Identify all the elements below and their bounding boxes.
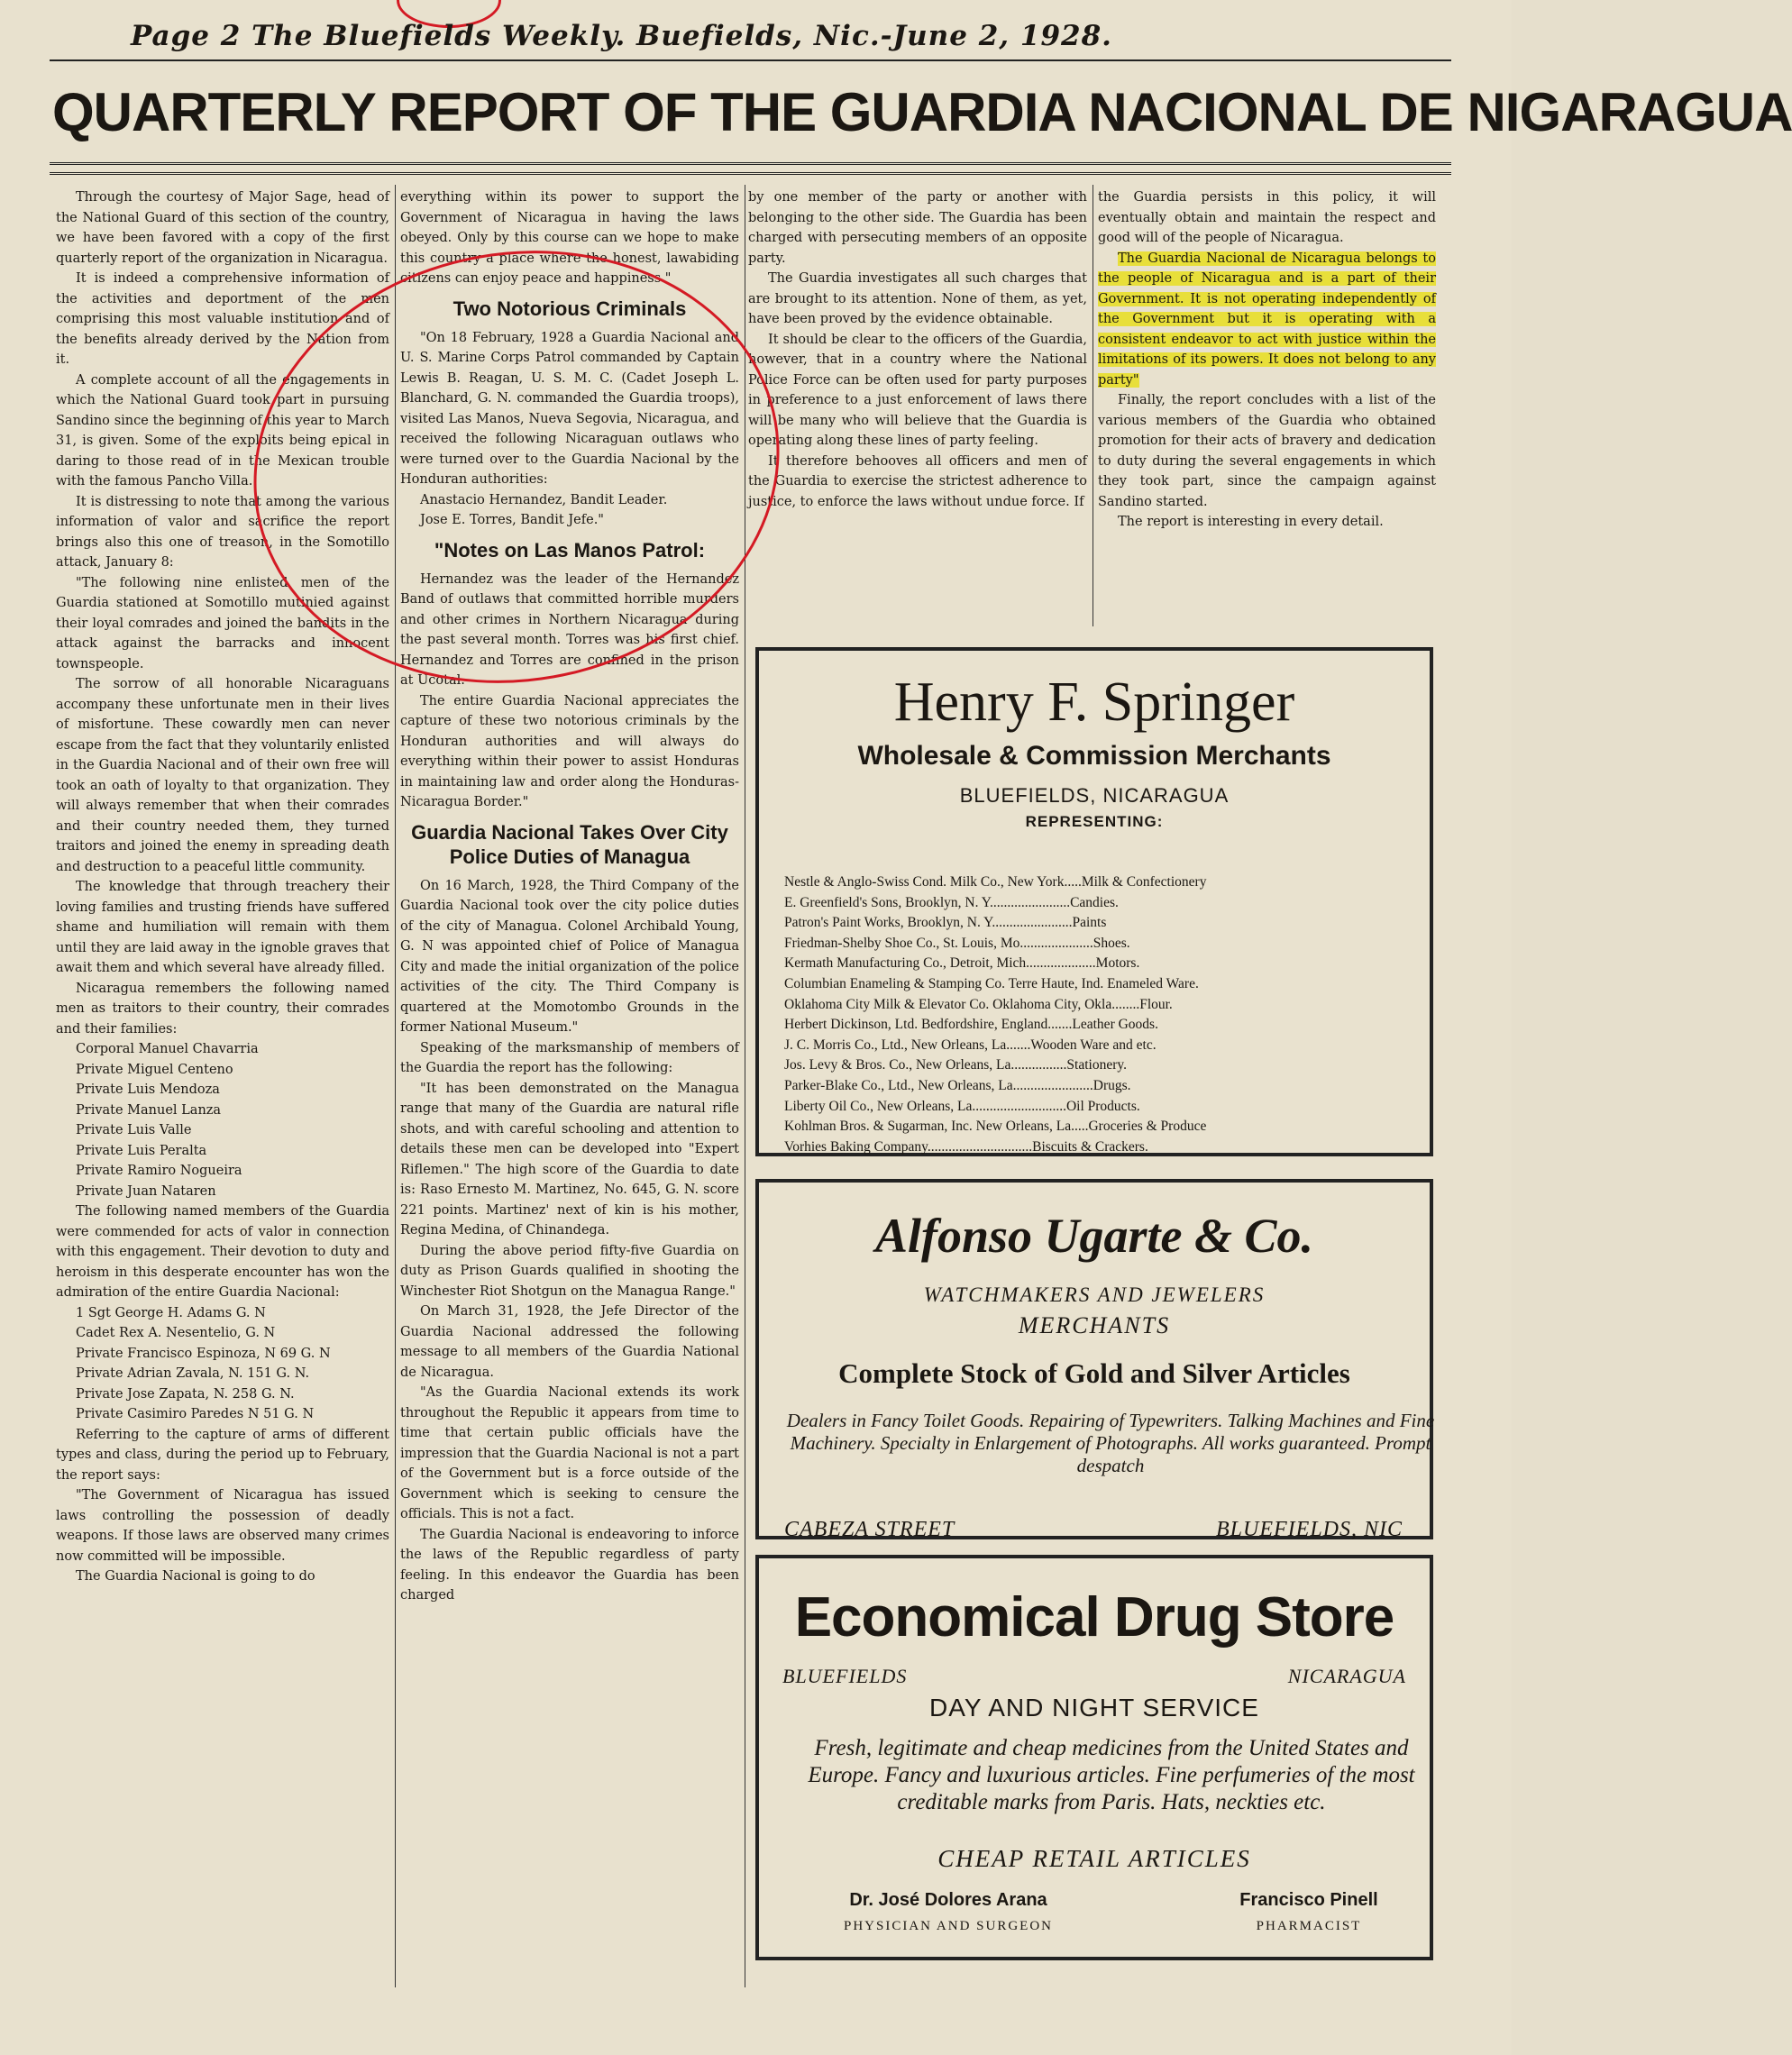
paragraph: The Guardia investigates all such charges that are brought to its attention. None of them, as yet, have been proved by the evidence obtainable. <box>748 271 1087 326</box>
ad-title: Henry F. Springer <box>893 671 1295 733</box>
paragraph: "The following nine enlisted men of the Guardia stationed at Somotillo mutinied against their loyal comrades and joined the bandits in the attack against the barracks and innocent townspeople. <box>56 575 389 671</box>
paragraph: Hernandez was the leader of the Hernandez Band of outlaws that committed horrible murders and other crimes in Northern Nicaragua during the past several month. Torres was his first chief. Hernandez and Torres are confined in the prison at Ucotal. <box>400 571 739 688</box>
masthead-rule <box>50 59 1451 61</box>
list-item: Private Francisco Espinoza, N 69 G. N <box>76 1346 331 1361</box>
ad-articles: Complete Stock of Gold and Silver Articles <box>838 1357 1350 1389</box>
list-item: Private Jose Zapata, N. 258 G. N. <box>76 1386 295 1402</box>
ad-description: Fresh, legitimate and cheap medicines from the United States and Europe. Fancy and luxurious articles. Fine perfumeries of the most creditable marks from Paris. Hats, neckties etc. <box>808 1736 1415 1814</box>
ad-merchants-label: MERCHANTS <box>1018 1312 1171 1338</box>
list-item: Private Adrian Zavala, N. 151 G. N. <box>76 1366 310 1381</box>
list-item: Kohlman Bros. & Sugarman, Inc. New Orleans, La.....Groceries & Produce <box>784 1119 1207 1135</box>
ad-economical-drug-store <box>755 1555 1433 1960</box>
ad-subtitle: WATCHMAKERS AND JEWELERS <box>923 1283 1266 1306</box>
list-item: Oklahoma City Milk & Elevator Co. Oklahoma City, Okla........Flour. <box>784 996 1173 1012</box>
paragraph: Referring to the capture of arms of different types and class, during the period up to February, the report says: <box>56 1427 389 1483</box>
paragraph: "The Government of Nicaragua has issued laws controlling the possession of deadly weapons. If those laws are observed many crimes now committed will be impossible. <box>56 1488 389 1564</box>
list-item: Kermath Manufacturing Co., Detroit, Mich....................Motors. <box>784 955 1140 972</box>
list-item: Private Juan Nataren <box>76 1183 216 1199</box>
article-column-3 <box>748 187 1087 629</box>
list-item: Private Manuel Lanza <box>76 1102 222 1118</box>
article-column-1 <box>56 187 389 1990</box>
paragraph: The report is interesting in every detail. <box>1118 515 1384 529</box>
ad-location-right: NICARAGUA <box>1287 1665 1406 1687</box>
ad-city: BLUEFIELDS, NIC <box>1216 1518 1403 1541</box>
list-item: E. Greenfield's Sons, Brooklyn, N. Y.......................Candies. <box>784 894 1119 910</box>
paragraph: It is indeed a comprehensive information of the activities and deportment of the men comprising this most valuable institution and of the benefits already derived by the Nation from it. <box>56 271 389 367</box>
list-item: 1 Sgt George H. Adams G. N <box>76 1305 266 1320</box>
list-item: Nestle & Anglo-Swiss Cond. Milk Co., New York.....Milk & Confectionery <box>784 874 1207 890</box>
list-item: Jos. Levy & Bros. Co., New Orleans, La................Stationery. <box>784 1057 1127 1073</box>
list-item: Herbert Dickinson, Ltd. Bedfordshire, England.......Leather Goods. <box>784 1017 1158 1033</box>
paragraph: The Guardia Nacional is endeavoring to inforce the laws of the Republic regardless of party feeling. In this endeavor the Guardia has been charged <box>400 1527 739 1603</box>
ad-subtitle: Wholesale & Commission Merchants <box>857 741 1331 771</box>
paragraph: On 16 March, 1928, the Third Company of the Guardia Nacional took over the city police duties of the city of Managua. Colonel Archibald Young, G. N was appointed chief of Police of Managua City and made the initial organization of the police activities of the city. The Third Company is quartered at the Momotombo Grounds in the former National Museum." <box>400 878 739 1035</box>
paragraph: The entire Guardia Nacional appreciates the capture of these two notorious criminals by the Honduran authorities and will always do everything within their power to assist Honduras in maintaining law and order along the Honduras-Nicaragua Border." <box>400 693 739 809</box>
paragraph: Speaking of the marksmanship of members of the Guardia the report has the following: <box>400 1040 739 1075</box>
list-item: J. C. Morris Co., Ltd., New Orleans, La.......Wooden Ware and etc. <box>784 1037 1157 1053</box>
ad-location: BLUEFIELDS, NICARAGUA <box>959 784 1230 807</box>
ad-street: CABEZA STREET <box>784 1518 955 1541</box>
paragraph: It is distressing to note that among the various information of valor and sacrifice the report brings also this one of treason, in the Somotillo attack, January 8: <box>56 494 389 570</box>
headline-rule <box>50 162 1451 175</box>
paragraph: During the above period fifty-five Guardia on duty as Prison Guards qualified in shooting the Winchester Riot Shotgun on the Managua Range." <box>400 1243 739 1299</box>
highlighted-paragraph <box>1098 249 1436 391</box>
paragraph: The sorrow of all honorable Nicaraguans accompany these unfortunate men in their lives of misfortune. These cowardly men can never escape from the fact that they voluntarily enlisted in the Guardia Nacional and of their own free will took an oath of loyalty to that organization. They will always remember that when their comrades and their country needed them, they turned traitors and joined the enemy in spreading death and destruction to a peaceful little community. <box>56 677 389 874</box>
paragraph: "On 18 February, 1928 a Guardia Nacional and U. S. Marine Corps Patrol commanded by Captain Lewis B. Reagan, U. S. M. C. (Cadet Joseph L. Blanchard, G. N. commanded the Guardia troops), visited Las Manos, Nueva Segovia, Nicaragua, and received the following Nicaraguan outlaws who were turned over to the Guardia Nacional by the Honduran authorities: <box>400 330 739 487</box>
ad-pharmacist-name: Francisco Pinell <box>1239 1890 1378 1910</box>
ad-alfonso-ugarte <box>755 1179 1433 1539</box>
list-item: Liberty Oil Co., New Orleans, La...........................Oil Products. <box>784 1098 1140 1114</box>
paragraph: everything within its power to support the Government of Nicaragua in having the laws obeyed. Only by this course can we hope to make this country a place where the honest, lawabiding citizens can enjoy peace and happiness." <box>400 190 739 286</box>
ad-henry-springer <box>755 647 1433 1156</box>
ad-representing-label: REPRESENTING: <box>1025 813 1164 830</box>
paragraph: A complete account of all the engagements in which the National Guard took part in pursuing Sandino since the beginning of this year to March 31, is given. Some of the exploits being epical in daring to those read of in the Mexican trouble with the famous Pancho Villa. <box>56 372 389 489</box>
paragraph: Anastacio Hernandez, Bandit Leader. <box>420 492 668 507</box>
paragraph: Nicaragua remembers the following named men as traitors to their country, their comrades and their families: <box>56 981 389 1037</box>
list-item: Columbian Enameling & Stamping Co. Terre Haute, Ind. Enameled Ware. <box>784 975 1199 991</box>
list-item: Vorhies Baking Company..............................Biscuits & Crackers. <box>784 1138 1148 1155</box>
yellow-highlight: The Guardia Nacional de Nicaragua belongs to the people of Nicaragua and is a part of their Government. It is not operating independently of the Government but it is operating with a consistent endeavor to act with justice within the limitations of its powers. It does not belong to any party" <box>1098 251 1436 388</box>
list-item: Parker-Blake Co., Ltd., New Orleans, La.......................Drugs. <box>784 1077 1131 1093</box>
subhead-two-criminals: Two Notorious Criminals <box>453 297 687 320</box>
list-item: Patron's Paint Works, Brooklyn, N. Y.......................Paints <box>784 915 1107 931</box>
list-item: Private Luis Peralta <box>76 1143 207 1158</box>
paragraph: by one member of the party or another with belonging to the other side. The Guardia has been charged with persecuting members of an opposite party. <box>748 190 1087 266</box>
paragraph: On March 31, 1928, the Jefe Director of the Guardia Nacional addressed the following message to all members of the Guardia National de Nicaragua. <box>400 1304 739 1380</box>
masthead: Page 2 The Bluefields Weekly. Buefields, Nic.-June 2, 1928. <box>131 20 1112 52</box>
list-item: Cadet Rex A. Nesentelio, G. N <box>76 1326 276 1340</box>
paragraph: Jose E. Torres, Bandit Jefe." <box>420 513 604 527</box>
ad-pharmacist-title: PHARMACIST <box>1256 1919 1362 1933</box>
headline: QUARTERLY REPORT OF THE GUARDIA NACIONAL DE NIGARAGUA <box>52 82 1792 142</box>
list-item: Friedman-Shelby Shoe Co., St. Louis, Mo.....................Shoes. <box>784 935 1130 951</box>
list-item: Private Ramiro Nogueira <box>76 1164 242 1178</box>
paragraph: It therefore behooves all officers and men of the Guardia to exercise the strictest adherence to justice, to enforce the laws without undue force. If <box>748 453 1087 509</box>
ad-physician-name: Dr. José Dolores Arana <box>849 1890 1047 1910</box>
list-item: Private Miguel Centeno <box>76 1062 233 1077</box>
subhead-police-duties: Guardia Nacional Takes Over City Police Duties of Managua <box>411 820 728 868</box>
paragraph: "As the Guardia Nacional extends its work throughout the Republic it appears from time to time that certain public officials have the impression that the Guardia Nacional is not a part of the Government but is a force outside of the Government which is seeking to censure the officials. This is not a fact. <box>400 1385 739 1521</box>
ad-description: Dealers in Fancy Toilet Goods. Repairing of Typewriters. Talking Machines and Fine Machinery. Specialty in Enlargement of Photographs. All works guaranteed. Prompt despatch <box>786 1410 1435 1476</box>
ad-physician-title: PHYSICIAN AND SURGEON <box>843 1919 1054 1933</box>
column-divider <box>395 185 396 1987</box>
commended-list <box>56 1303 389 1425</box>
article-column-4 <box>1098 187 1436 629</box>
paragraph: Finally, the report concludes with a list of the various members of the Guardia who obtained promotion for their acts of bravery and dedication to duty during the several engagements in which they took part, since the campaign against Sandino started. <box>1098 393 1436 509</box>
subhead-las-manos: "Notes on Las Manos Patrol: <box>434 538 706 562</box>
ad-cheap-articles: CHEAP RETAIL ARTICLES <box>937 1845 1251 1872</box>
list-item: Private Casimiro Paredes N 51 G. N <box>76 1407 315 1421</box>
paragraph: It should be clear to the officers of the Guardia, however, that in a country where the National Police Force can be often used for party purposes in preference to a just enforcement of laws there will be many who will believe that the Guardia is operating along these lines of party feeling. <box>748 332 1087 448</box>
paragraph: Through the courtesy of Major Sage, head of the National Guard of this section of the country, we have been favored with a copy of the first quarterly report of the organization in Nicaragua. <box>56 190 389 266</box>
list-item: Corporal Manuel Chavarria <box>76 1042 259 1056</box>
list-item: Private Luis Mendoza <box>76 1082 220 1097</box>
ad-title: Alfonso Ugarte & Co. <box>874 1209 1314 1263</box>
paragraph: The knowledge that through treachery their loving families and trusting friends have suffered shame and humiliation will remain with them until they are laid away in the ignoble graves that await them and which several have already filled. <box>56 880 389 975</box>
ad-representing-list <box>784 872 1433 1157</box>
ad-service: DAY AND NIGHT SERVICE <box>929 1694 1259 1722</box>
traitors-list <box>56 1039 389 1201</box>
article-column-2 <box>400 187 739 1990</box>
ad-title: Economical Drug Store <box>794 1586 1394 1649</box>
list-item: Private Luis Valle <box>76 1123 192 1137</box>
paragraph: The following named members of the Guardia were commended for acts of valor in connection with this engagement. Their devotion to duty and heroism in this desperate encounter has won the admiration of the entire Guardia Nacional: <box>56 1204 389 1300</box>
ad-location-left: BLUEFIELDS <box>782 1665 908 1687</box>
paragraph: the Guardia persists in this policy, it will eventually obtain and maintain the respect and good will of the people of Nicaragua. <box>1098 190 1436 245</box>
paragraph: "It has been demonstrated on the Managua range that many of the Guardia are natural rifle shots, and with careful schooling and attention to details these men can be developed into "Expert Riflemen." The high score of the Guardia to date is: Raso Ernesto M. Martinez, No. 645, G. N. score 221 points. Martinez' next of kin is his mother, Regina Medina, of Chinandega. <box>400 1081 739 1238</box>
paragraph: The Guardia Nacional is going to do <box>76 1569 315 1584</box>
